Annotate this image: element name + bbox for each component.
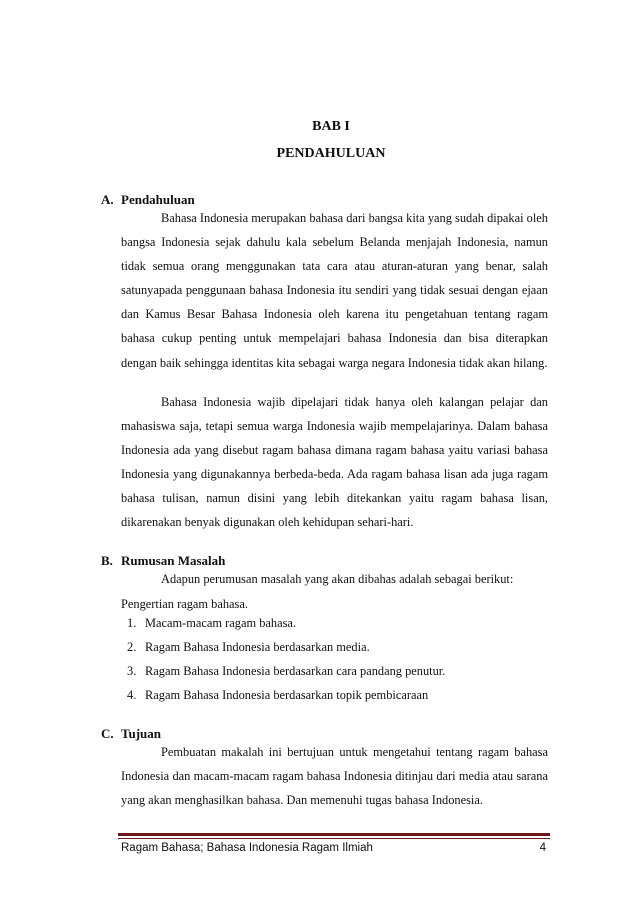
- footer-title: Ragam Bahasa; Bahasa Indonesia Ragam Ilmiah: [121, 842, 373, 854]
- section-a-paragraph-1-text: Bahasa Indonesia merupakan bahasa dari bangsa kita yang sudah dipakai oleh bangsa Indonesia sejak dahulu kala sebelum Belanda menjajah Indonesia, namun tidak semua orang menggunakan tata cara atau aturan-aturan yang benar, salah satunyapada penggunaan bahasa Indonesia itu sendiri yang tidak sesuai dengan ejaan dan Kamus Besar Bahasa Indonesia oleh karena itu pengetahuan tentang ragam bahasa cukup penting untuk mempelajari bahasa Indonesia dan bisa diterapkan dengan baik sehingga identitas kita sebagai warga negara Indonesia tidak akan hilang.: [121, 211, 548, 370]
- footer-rule-thin: [118, 838, 550, 839]
- list-item-number: 3.: [127, 664, 137, 679]
- section-a-paragraph-2-text: Bahasa Indonesia wajib dipelajari tidak hanya oleh kalangan pelajar dan mahasiswa saja, tetapi semua warga Indonesia wajib mempelajarinya. Dalam bahasa Indonesia ada yang disebut ragam bahasa dimana ragam bahasa yaitu variasi bahasa Indonesia yang digunakannya berbeda-beda. Ada ragam bahasa lisan ada juga ragam bahasa tulisan, namun disini yang lebih ditekankan yaitu ragam bahasa lisan, dikarenakan benyak digunakan oleh kehidupan sehari-hari.: [121, 395, 548, 530]
- list-item-number: 4.: [127, 688, 137, 703]
- list-item-text: Ragam Bahasa Indonesia berdasarkan topik pembicaraan: [145, 688, 429, 703]
- section-b-intro: [121, 567, 548, 591]
- section-c-letter: C.: [101, 726, 114, 741]
- section-a-paragraph-2: [121, 390, 548, 535]
- list-item-text: Ragam Bahasa Indonesia berdasarkan media.: [145, 640, 370, 655]
- section-b-line: Pengertian ragam bahasa.: [121, 597, 248, 611]
- list-item: [127, 683, 445, 707]
- section-a-title: Pendahuluan: [121, 192, 195, 207]
- section-b-list: [127, 611, 445, 707]
- section-a-paragraph-1: [121, 206, 548, 375]
- list-item-text: Macam-macam ragam bahasa.: [145, 616, 297, 630]
- list-item: [127, 635, 445, 659]
- section-b-letter: B.: [101, 553, 113, 568]
- section-c-paragraph-1: [121, 740, 548, 812]
- list-item: [127, 611, 445, 635]
- list-item-text: Ragam Bahasa Indonesia berdasarkan cara pandang penutur.: [145, 664, 446, 679]
- chapter-title: PENDAHULUAN: [276, 146, 386, 161]
- section-c-paragraph-1-text: Pembuatan makalah ini bertujuan untuk mengetahui tentang ragam bahasa Indonesia dan macam-macam ragam bahasa Indonesia ditinjau dari media atau sarana yang akan menghasilkan bahasa. Dan memenuhi tugas bahasa Indonesia.: [121, 745, 548, 808]
- chapter-number: BAB I: [312, 119, 350, 134]
- list-item-number: 1.: [127, 616, 137, 630]
- section-b-intro-text: Adapun perumusan masalah yang akan dibahas adalah sebagai berikut:: [161, 572, 514, 586]
- section-c-title: Tujuan: [121, 726, 161, 741]
- page-number: 4: [539, 842, 546, 854]
- list-item: [127, 659, 445, 683]
- footer-rule-thick: [118, 833, 550, 836]
- list-item-number: 2.: [127, 640, 137, 655]
- section-b-title: Rumusan Masalah: [121, 553, 226, 568]
- section-a-letter: A.: [101, 192, 114, 207]
